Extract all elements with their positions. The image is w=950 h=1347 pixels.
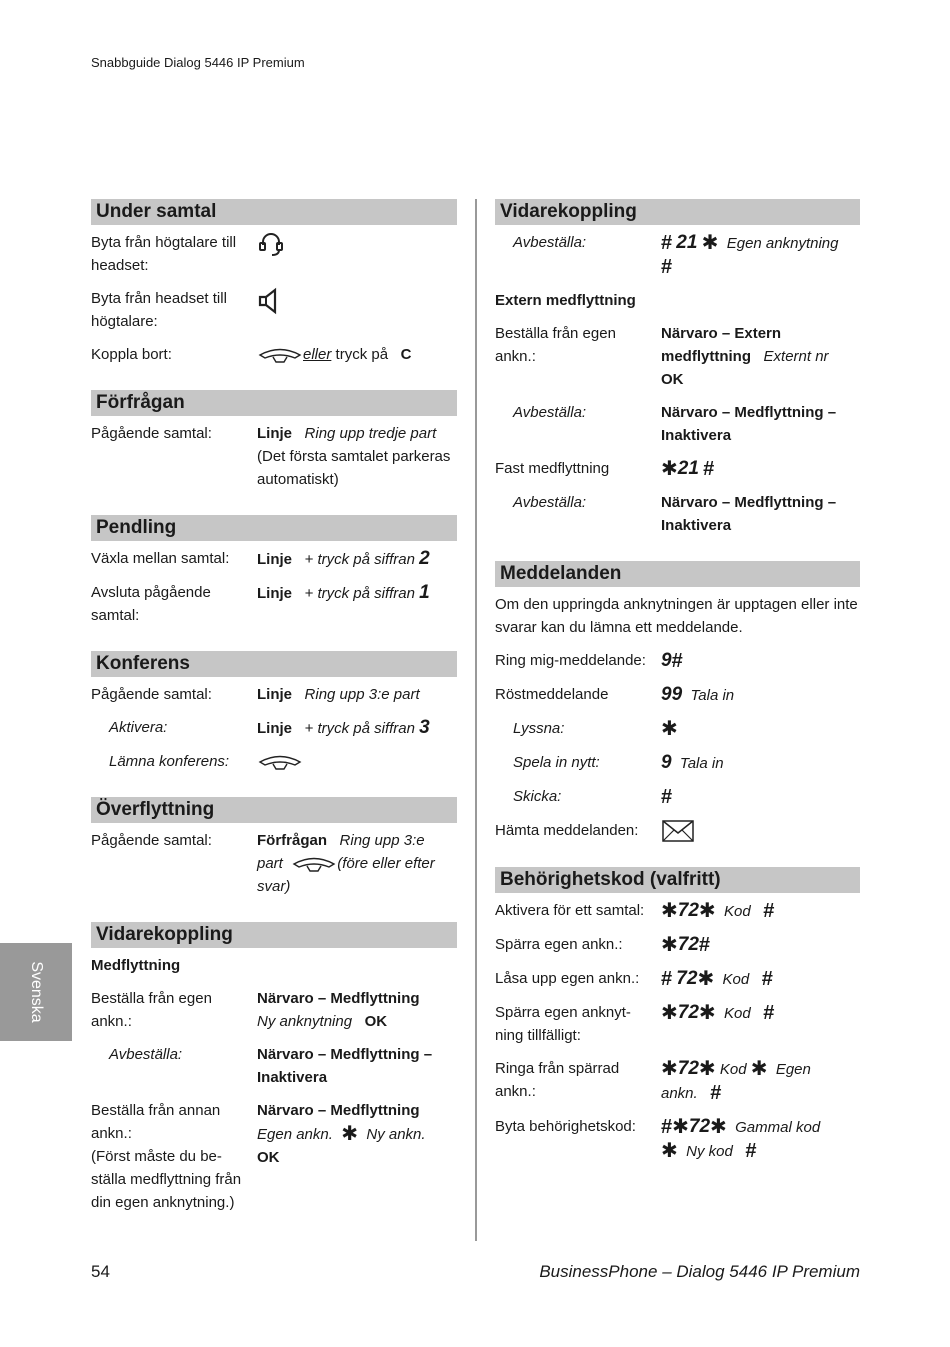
code: 72 [677,1002,699,1024]
instruction: part [257,855,283,873]
label: Pågående samtal: [91,686,212,703]
linje-key: Linje [257,551,293,568]
hash-key-icon: # [698,934,711,957]
label: Växla mellan samtal: [91,550,230,567]
page-number: 54 [91,1262,110,1281]
handset-onhook-icon [257,346,303,364]
row-bestalla-annan [91,1099,457,1214]
label: Spärra egen ankn.: [495,936,623,954]
star-key-icon: ✱ [701,232,719,254]
section-header-pendling: Pendling [91,515,457,541]
hash-key-icon: # [661,786,673,808]
label: Avbeställa: [513,404,587,421]
c-key: C [400,346,412,363]
section-header-behorighet: Behörighetskod (valfritt) [495,867,860,893]
code: 72 [676,968,698,990]
ok-key: OK [364,1013,388,1031]
row-lasa-upp [495,967,860,991]
code: 99 [661,684,683,705]
instruction: Egen anknytning [726,235,839,252]
star-key-icon: ✱ [661,1058,678,1081]
instruction: Kod [724,1005,751,1023]
code: 21 [677,458,699,479]
instruction: svar) [257,878,291,896]
label: Avbeställa: [109,1046,183,1064]
section-header-forfragan: Förfrågan [91,390,457,416]
label: Aktivera: [109,719,168,736]
eller-text: eller [303,346,332,363]
label: Pågående samtal: [91,832,212,850]
language-tab-label: Svenska [28,961,45,1023]
instruction: Ring upp tredje part [304,425,437,442]
row-headset [91,231,457,277]
forfragan-key: Förfrågan [257,832,328,850]
instruction: + tryck på siffran [304,720,415,737]
label: Fast medflyttning [495,460,610,477]
instruction: Ring upp 3:e part [304,686,420,703]
code: 9 [661,650,672,671]
label: Lyssna: [513,720,565,737]
instruction: + tryck på siffran [304,585,415,602]
instruction: ankn. [661,1085,698,1103]
row-fast [495,457,860,481]
label: Skicka: [513,788,562,805]
row-konferens-lamna [91,750,457,773]
subheading-medflyttning: Medflyttning [91,957,181,975]
label: Avbeställa: [513,494,587,511]
label: Lämna konferens: [109,753,230,770]
row-extern-avbestalla [495,401,860,447]
star-key-icon: ✱ [710,1116,727,1139]
row-spela-in [495,751,860,775]
row-avbestalla [91,1043,457,1089]
section-header-vidarekoppling-right: Vidarekoppling [495,199,860,225]
row-lyssna [495,717,860,741]
row-overflyttning [91,829,457,898]
section-header-vidarekoppling: Vidarekoppling [91,922,457,948]
row-ringa-sparrad [495,1057,860,1105]
footer-title: BusinessPhone – Dialog 5446 IP Premium [539,1262,860,1281]
label: Hämta meddelanden: [495,822,639,839]
label: Aktivera för ett samtal: [495,902,645,920]
instruction: Ny anknytning [257,1013,353,1031]
hash-key-icon: # [661,968,673,991]
label: Byta behörighetskod: [495,1118,636,1136]
section-header-overflyttning: Överflyttning [91,797,457,823]
row-avbestalla-21 [495,231,860,279]
star-key-icon: ✱ [698,1002,716,1025]
code: 72 [677,934,699,956]
ok-key: OK [257,1149,280,1167]
row-konferens-pagaende [91,683,457,706]
code: 72 [677,900,699,922]
row-rostmeddelande [495,683,860,707]
label: Pågående samtal: [91,425,212,442]
star-key-icon: ✱ [698,1058,716,1081]
row-byta-kod [495,1115,860,1163]
instruction: Ring upp 3:e [339,832,425,850]
row-bestalla-egen [91,987,457,1033]
row-forfragan [91,422,457,491]
hash-key-icon: # [661,256,673,278]
instruction: Ny kod [686,1143,733,1161]
row-extern-bestalla [495,322,860,391]
row-speaker [91,287,457,333]
instruction: Ny ankn. [366,1126,426,1144]
running-header: Snabbguide Dialog 5446 IP Premium [91,55,305,70]
instruction: Egen [775,1061,811,1079]
right-column [495,199,860,1173]
label: Spela in nytt: [513,754,600,771]
star-key-icon: ✱ [750,1058,768,1081]
note: (Det första samtalet parkeras automatiskt) [257,448,451,488]
tryck-text: tryck på [331,346,389,363]
hash-key-icon: # [761,968,773,991]
row-fast-avbestalla [495,491,860,537]
label: Beställa från annan ankn.: [91,1102,221,1143]
hash-key-icon: # [763,900,775,923]
code: 21 [676,232,698,253]
hash-key-icon: # [745,1140,757,1163]
instruction: Externt nr [763,348,829,365]
label: Beställa från egen ankn.: [495,325,616,365]
row-aktivera-samtal [495,899,860,923]
row-ring-mig [495,649,860,673]
instruction: + tryck på siffran [304,551,415,568]
star-key-icon: ✱ [697,968,715,991]
star-key-icon: ✱ [661,934,678,957]
row-vaxla [91,547,457,571]
language-tab [0,943,72,1041]
star-key-icon: ✱ [661,1140,678,1163]
label: Låsa upp egen ankn.: [495,970,640,988]
menu-path: Närvaro – Medflyttning [257,990,420,1008]
label: Röstmeddelande [495,686,609,703]
instruction: (före eller efter [337,855,435,873]
subheading-extern: Extern medflyttning [495,292,636,309]
menu-path: medflyttning [661,348,751,365]
digit-key: 2 [419,548,430,569]
row-koppla-bort [91,343,457,366]
handset-onhook-icon [257,751,303,773]
code: 9 [661,752,672,773]
row-konferens-aktivera [91,716,457,740]
label: Koppla bort: [91,346,172,363]
label: Beställa från egen ankn.: [91,990,212,1031]
row-sparra-tillfalligt [495,1001,860,1047]
label: Byta från headset till högtalare: [91,290,227,330]
star-key-icon: ✱ [661,900,678,923]
section-header-meddelanden: Meddelanden [495,561,860,587]
label: Byta från högtalare till headset: [91,234,237,274]
row-avsluta [91,581,457,627]
star-key-icon: ✱ [672,1116,689,1139]
handset-onhook-icon [291,855,337,873]
label: Avsluta pågående samtal: [91,584,211,624]
column-divider [475,199,477,1241]
star-key-icon: ✱ [661,718,678,740]
linje-key: Linje [257,425,293,442]
label: Ring mig-meddelande: [495,652,646,669]
digit-key: 1 [419,582,430,603]
section-header-under-samtal: Under samtal [91,199,457,225]
star-key-icon: ✱ [341,1123,359,1146]
star-key-icon: ✱ [661,458,678,480]
note: (Först måste du be-ställa medflyttning från din egen anknytning.) [91,1148,242,1212]
linje-key: Linje [257,720,293,737]
row-sparra-egen [495,933,860,957]
digit-key: 3 [419,717,430,738]
code: 72 [677,1058,699,1080]
hash-key-icon: # [661,1116,673,1139]
menu-path: Närvaro – Medflyttning – Inaktivera [257,1046,433,1087]
instruction: Tala in [690,687,735,704]
section-header-konferens: Konferens [91,651,457,677]
instruction: Kod [722,971,750,989]
instruction: Gammal kod [735,1119,821,1137]
star-key-icon: ✱ [661,1002,678,1025]
intro-paragraph: Om den uppringda anknytningen är upptagen eller inte svarar kan du lämna ett meddelande. [495,596,858,636]
hash-key-icon: # [763,1002,775,1025]
hash-key-icon: # [710,1082,722,1105]
linje-key: Linje [257,585,293,602]
row-hamta [495,819,860,843]
hash-key-icon: # [671,650,683,672]
star-key-icon: ✱ [698,900,716,923]
headset-icon [257,231,285,257]
instruction: Kod [719,1061,747,1079]
instruction: Kod [724,903,751,921]
linje-key: Linje [257,686,293,703]
hash-key-icon: # [661,232,673,254]
ok-key: OK [661,371,684,388]
instruction: Egen ankn. [257,1126,333,1144]
row-skicka [495,785,860,809]
envelope-icon [661,819,695,843]
menu-path: Närvaro – Extern [661,325,782,342]
label: Avbeställa: [513,234,587,251]
menu-path: Närvaro – Medflyttning – Inaktivera [661,404,837,444]
instruction: Tala in [679,755,724,772]
code: 72 [688,1116,711,1138]
menu-path: Närvaro – Medflyttning [257,1102,420,1120]
hash-key-icon: # [703,458,715,480]
left-column [91,199,457,1224]
label: Spärra egen anknyt-ning tillfälligt: [495,1004,631,1045]
speaker-icon [257,287,283,315]
menu-path: Närvaro – Medflyttning – Inaktivera [661,494,837,534]
label: Ringa från spärrad ankn.: [495,1060,620,1101]
